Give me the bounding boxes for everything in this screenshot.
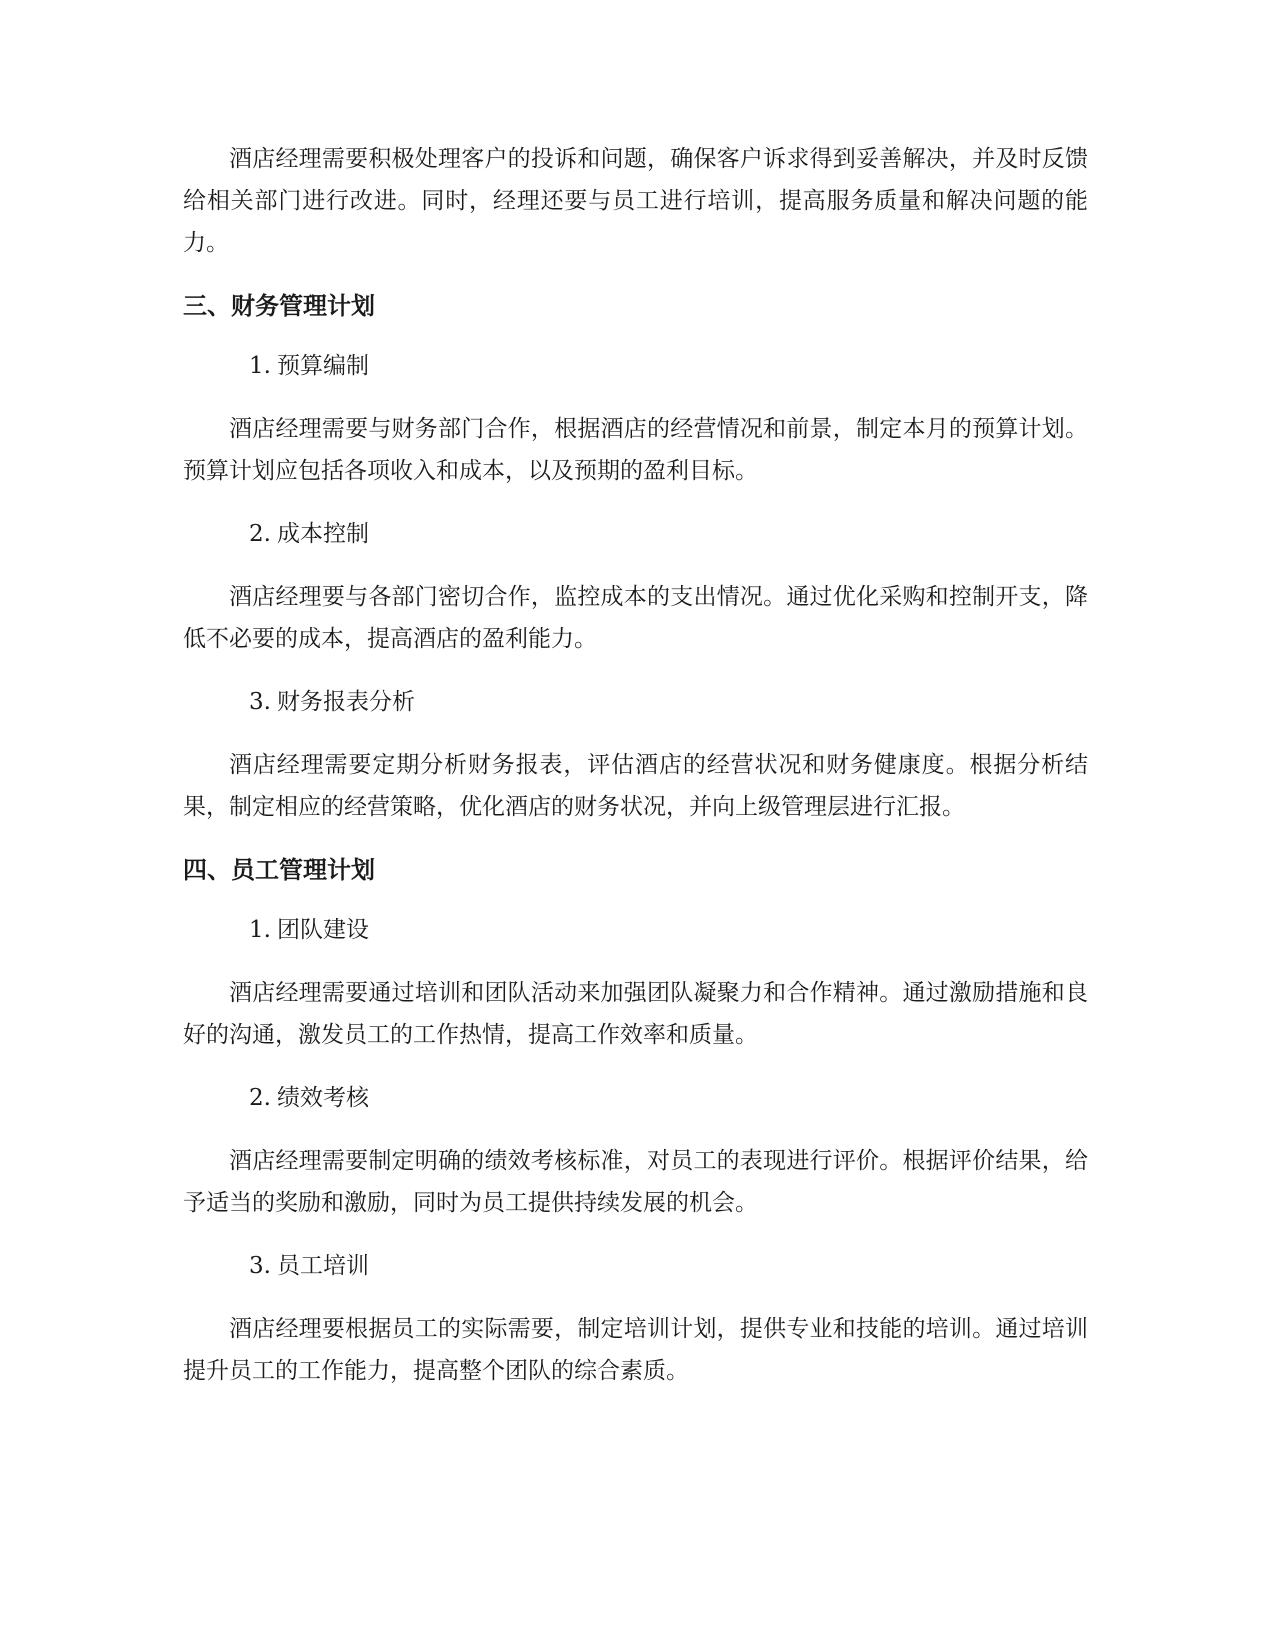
- section-heading-finance: 三、财务管理计划: [183, 292, 375, 320]
- item-number: 1.: [249, 353, 271, 379]
- item-number: 3.: [249, 689, 271, 715]
- item-label: 成本控制: [276, 521, 369, 547]
- paragraph-training: 酒店经理要根据员工的实际需要，制定培训计划，提供专业和技能的培训。通过培训提升员工的工作能力，提高整个团队的综合素质。: [183, 1316, 1088, 1384]
- document-body: [183, 138, 1088, 1414]
- list-item-team-building: [183, 910, 1088, 950]
- item-label: 预算编制: [276, 353, 369, 379]
- item-number: 1.: [249, 917, 271, 943]
- section-heading-staff: 四、员工管理计划: [183, 856, 375, 884]
- list-item-training: [183, 1246, 1088, 1286]
- intro-paragraph: 酒店经理需要积极处理客户的投诉和问题，确保客户诉求得到妥善解决，并及时反馈给相关部门进行改进。同时，经理还要与员工进行培训，提高服务质量和解决问题的能力。: [183, 146, 1088, 256]
- list-item-budget: [183, 346, 1088, 386]
- paragraph-team-building: 酒店经理需要通过培训和团队活动来加强团队凝聚力和合作精神。通过激励措施和良好的沟通，激发员工的工作热情，提高工作效率和质量。: [183, 980, 1088, 1048]
- paragraph-financial-report: 酒店经理需要定期分析财务报表，评估酒店的经营状况和财务健康度。根据分析结果，制定相应的经营策略，优化酒店的财务状况，并向上级管理层进行汇报。: [183, 752, 1088, 820]
- list-item-cost-control: [183, 514, 1088, 554]
- item-label: 团队建设: [276, 917, 369, 943]
- paragraph-performance: 酒店经理需要制定明确的绩效考核标准，对员工的表现进行评价。根据评价结果，给予适当的奖励和激励，同时为员工提供持续发展的机会。: [183, 1148, 1088, 1216]
- item-number: 2.: [249, 1085, 271, 1111]
- paragraph-budget: 酒店经理需要与财务部门合作，根据酒店的经营情况和前景，制定本月的预算计划。预算计划应包括各项收入和成本，以及预期的盈利目标。: [183, 416, 1088, 484]
- item-label: 财务报表分析: [276, 689, 415, 715]
- item-number: 3.: [249, 1253, 271, 1279]
- item-number: 2.: [249, 521, 271, 547]
- item-label: 员工培训: [276, 1253, 369, 1279]
- item-label: 绩效考核: [276, 1085, 369, 1111]
- list-item-performance: [183, 1078, 1088, 1118]
- paragraph-cost-control: 酒店经理要与各部门密切合作，监控成本的支出情况。通过优化采购和控制开支，降低不必要的成本，提高酒店的盈利能力。: [183, 584, 1088, 652]
- list-item-financial-report: [183, 682, 1088, 722]
